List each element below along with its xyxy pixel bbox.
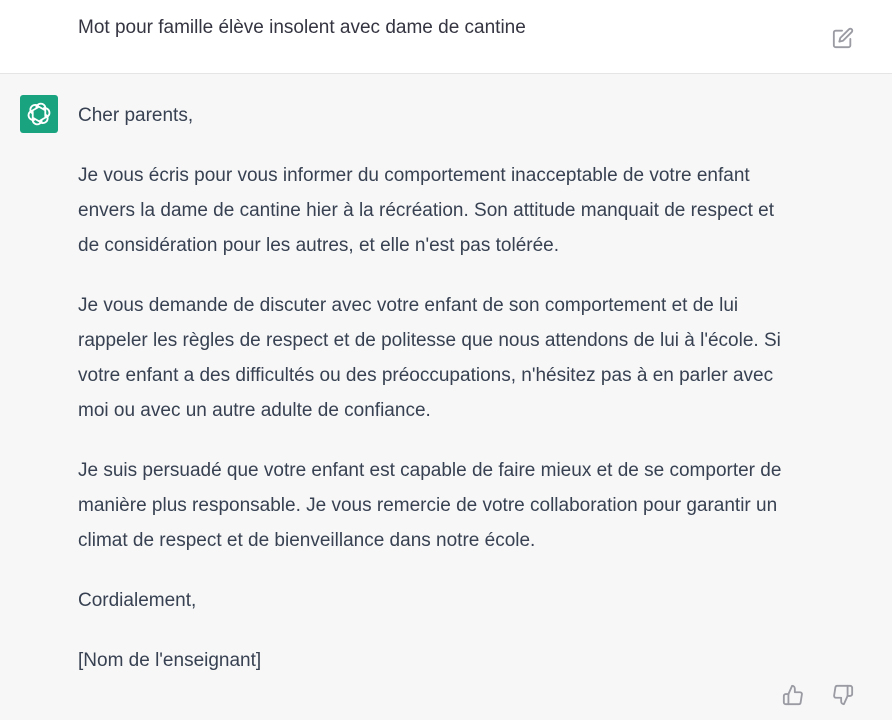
paragraph-greeting: Cher parents, [78,105,194,126]
openai-logo-icon [20,95,58,133]
paragraph-1: Je vous écris pour vous informer du comportement inacceptable de votre enfant envers la dame de cantine hier à la récréation. Son attitude manquait de respect et de considération pour les autres, et elle n'est pas tolérée. [78,165,775,256]
user-message-text: Mot pour famille élève insolent avec dame de cantine [78,17,526,38]
paragraph-2: Je vous demande de discuter avec votre enfant de son comportement et de lui rappeler les règles de respect et de politesse que nous attendons de lui à l'école. Si votre enfant a des difficultés ou des préoccupations, n'hésitez pas à en parler avec moi ou avec un autre adulte de confiance. [78,295,781,421]
paragraph-3: Je suis persuadé que votre enfant est capable de faire mieux et de se comporter de manière plus responsable. Je vous remercie de votre collaboration pour garantir un climat de respect et de bienveillance dans notre école. [78,460,782,551]
user-message-row [0,0,892,74]
paragraph-closing: Cordialement, [78,590,197,611]
paragraph-signature: [Nom de l'enseignant] [78,650,262,671]
assistant-message-text [78,98,790,703]
thumbs-down-icon[interactable] [832,684,854,706]
edit-icon[interactable] [832,27,854,49]
assistant-message-row [0,74,892,720]
thumbs-up-icon[interactable] [782,684,804,706]
